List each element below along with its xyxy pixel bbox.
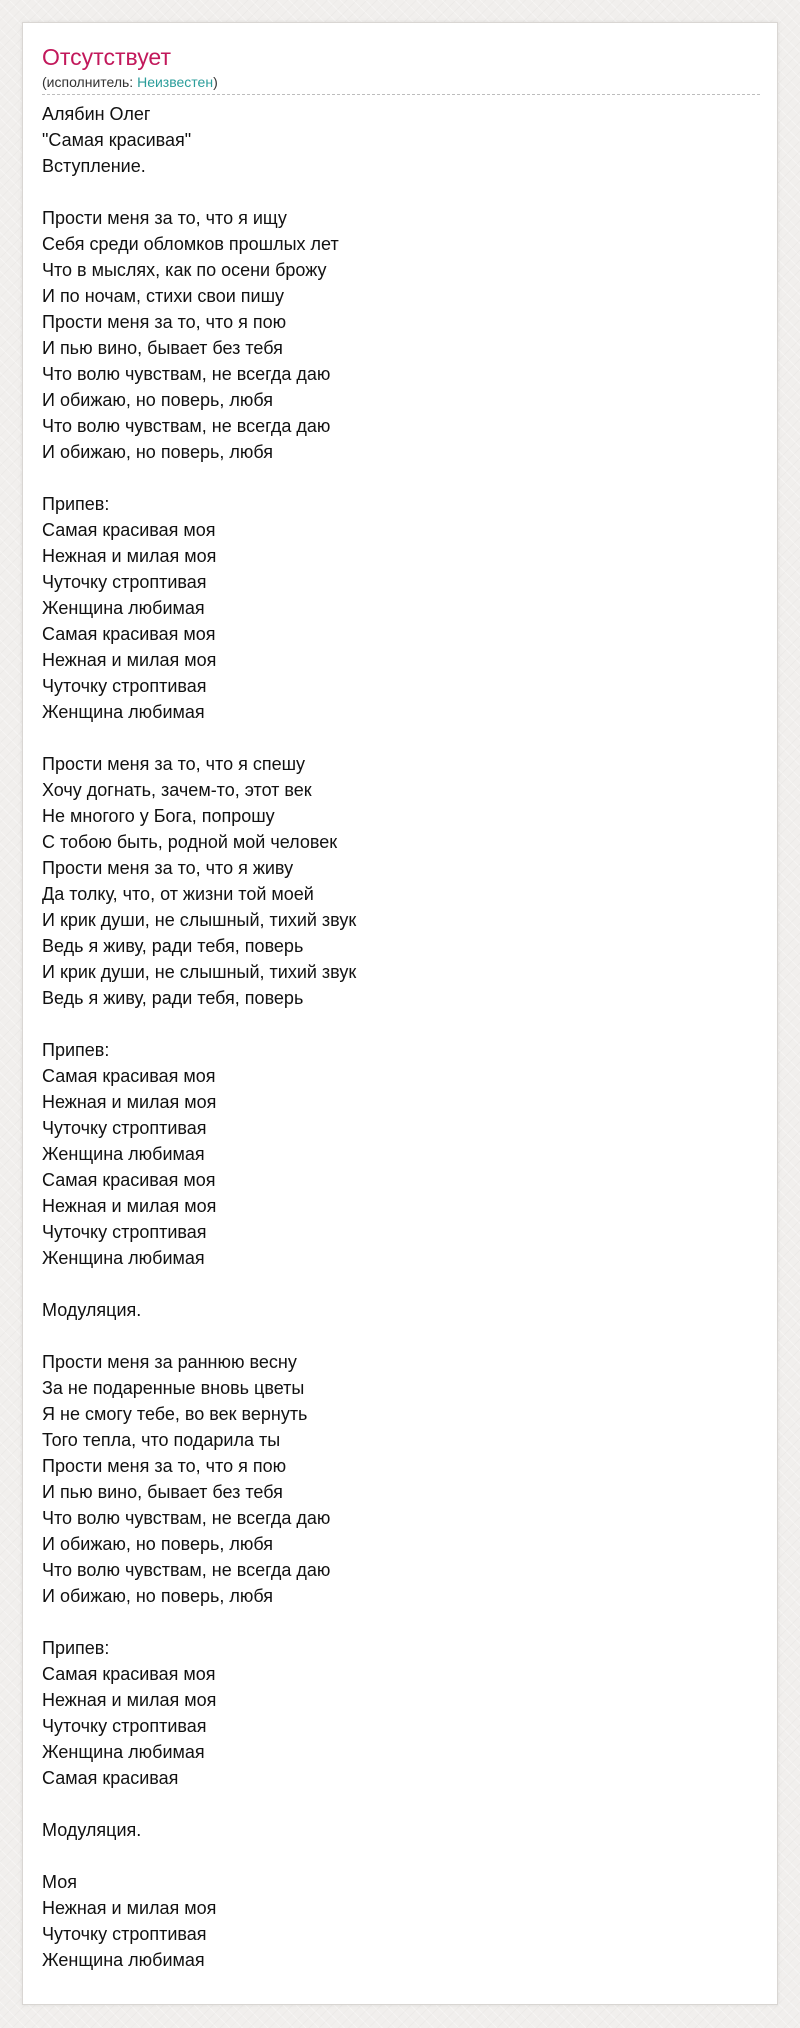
artist-prefix: (исполнитель: [42, 74, 138, 90]
lyrics-card [22, 22, 778, 2005]
lyrics-text: Алябин Олег "Самая красивая" Вступление. Прости меня за то, что я ищу Себя среди обломков прошлых лет Что в мыслях, как по осени брожу И по ночам, стихи свои пишу Прости меня за то, что я пою И пью вино, бывает без тебя Что волю чувствам, не всегда даю И обижаю, но поверь, любя Что волю чувствам, не всегда даю И обижаю, но поверь, любя Припев: Самая красивая моя Нежная и милая моя Чуточку строптивая Женщина любимая Самая красивая моя Нежная и милая моя Чуточку строптивая Женщина любимая Прости меня за то, что я спешу Хочу догнать, зачем-то, этот век Не многого у Бога, попрошу С тобою быть, родной мой человек Прости меня за то, что я живу Да толку, что, от жизни той моей И крик души, не слышный, тихий звук Ведь я живу, ради тебя, поверь И крик души, не слышный, тихий звук Ведь я живу, ради тебя, поверь Припев: Самая красивая моя Нежная и милая моя Чуточку строптивая Женщина любимая Самая красивая моя Нежная и милая моя Чуточку строптивая Женщина любимая Модуляция. Прости меня за раннюю весну За не подаренные вновь цветы Я не смогу тебе, во век вернуть Того тепла, что подарила ты Прости меня за то, что я пою И пью вино, бывает без тебя Что волю чувствам, не всегда даю И обижаю, но поверь, любя Что волю чувствам, не всегда даю И обижаю, но поверь, любя Припев: Самая красивая моя Нежная и милая моя Чуточку строптивая Женщина любимая Самая красивая Модуляция. Моя Нежная и милая моя Чуточку строптивая Женщина любимая [42, 104, 357, 1970]
artist-line [42, 74, 760, 95]
artist-suffix: ) [213, 74, 218, 90]
song-title: Отсутствует [42, 44, 171, 70]
artist-link[interactable]: Неизвестен [137, 74, 214, 90]
